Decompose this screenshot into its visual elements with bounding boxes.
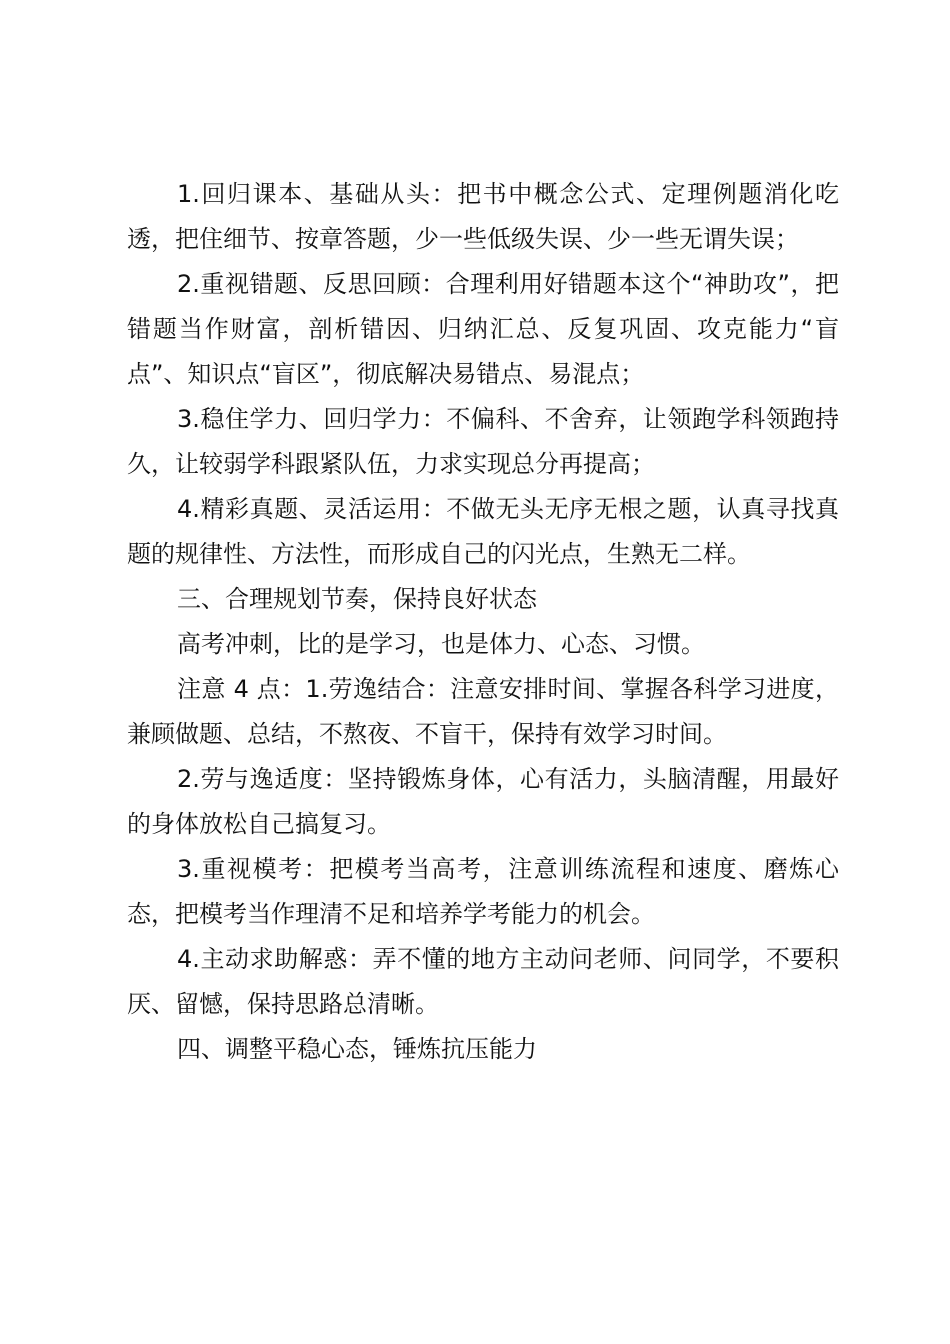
paragraph-real-exams: 4.精彩真题、灵活运用：不做无头无序无根之题，认真寻找真题的规律性、方法性，而形成自己的闪光点，生熟无二样。 bbox=[127, 495, 839, 568]
paragraph-wrong-questions: 2.重视错题、反思回顾：合理利用好错题本这个“神助攻”，把错题当作财富，剖析错因、归纳汇总、反复巩固、攻克能力“盲点”、知识点“盲区”，彻底解决易错点、易混点； bbox=[127, 270, 839, 388]
section-heading-mindset: 四、调整平稳心态，锤炼抗压能力 bbox=[177, 1035, 537, 1063]
paragraph-stable-learning: 3.稳住学力、回归学力：不偏科、不舍弃，让领跑学科领跑持久，让较弱学科跟紧队伍，力求实现总分再提高； bbox=[127, 405, 839, 478]
document-body bbox=[127, 172, 839, 1072]
paragraph-review-textbook: 1.回归课本、基础从头：把书中概念公式、定理例题消化吃透，把住细节、按章答题，少一些低级失误、少一些无谓失误； bbox=[127, 180, 839, 253]
paragraph-sprint-intro: 高考冲刺，比的是学习，也是体力、心态、习惯。 bbox=[177, 630, 705, 658]
paragraph-moderation: 2.劳与逸适度：坚持锻炼身体，心有活力，头脑清醒，用最好的身体放松自己搞复习。 bbox=[127, 765, 839, 838]
section-heading-rhythm: 三、合理规划节奏，保持良好状态 bbox=[177, 585, 537, 613]
paragraph-seek-help: 4.主动求助解惑：弄不懂的地方主动问老师、问同学，不要积厌、留憾，保持思路总清晰。 bbox=[127, 945, 839, 1018]
paragraph-work-rest: 注意 4 点：1.劳逸结合：注意安排时间、掌握各科学习进度，兼顾做题、总结，不熬夜、不盲干，保持有效学习时间。 bbox=[127, 675, 839, 748]
paragraph-mock-exams: 3.重视模考：把模考当高考，注意训练流程和速度、磨炼心态，把模考当作理清不足和培养学考能力的机会。 bbox=[127, 855, 839, 928]
